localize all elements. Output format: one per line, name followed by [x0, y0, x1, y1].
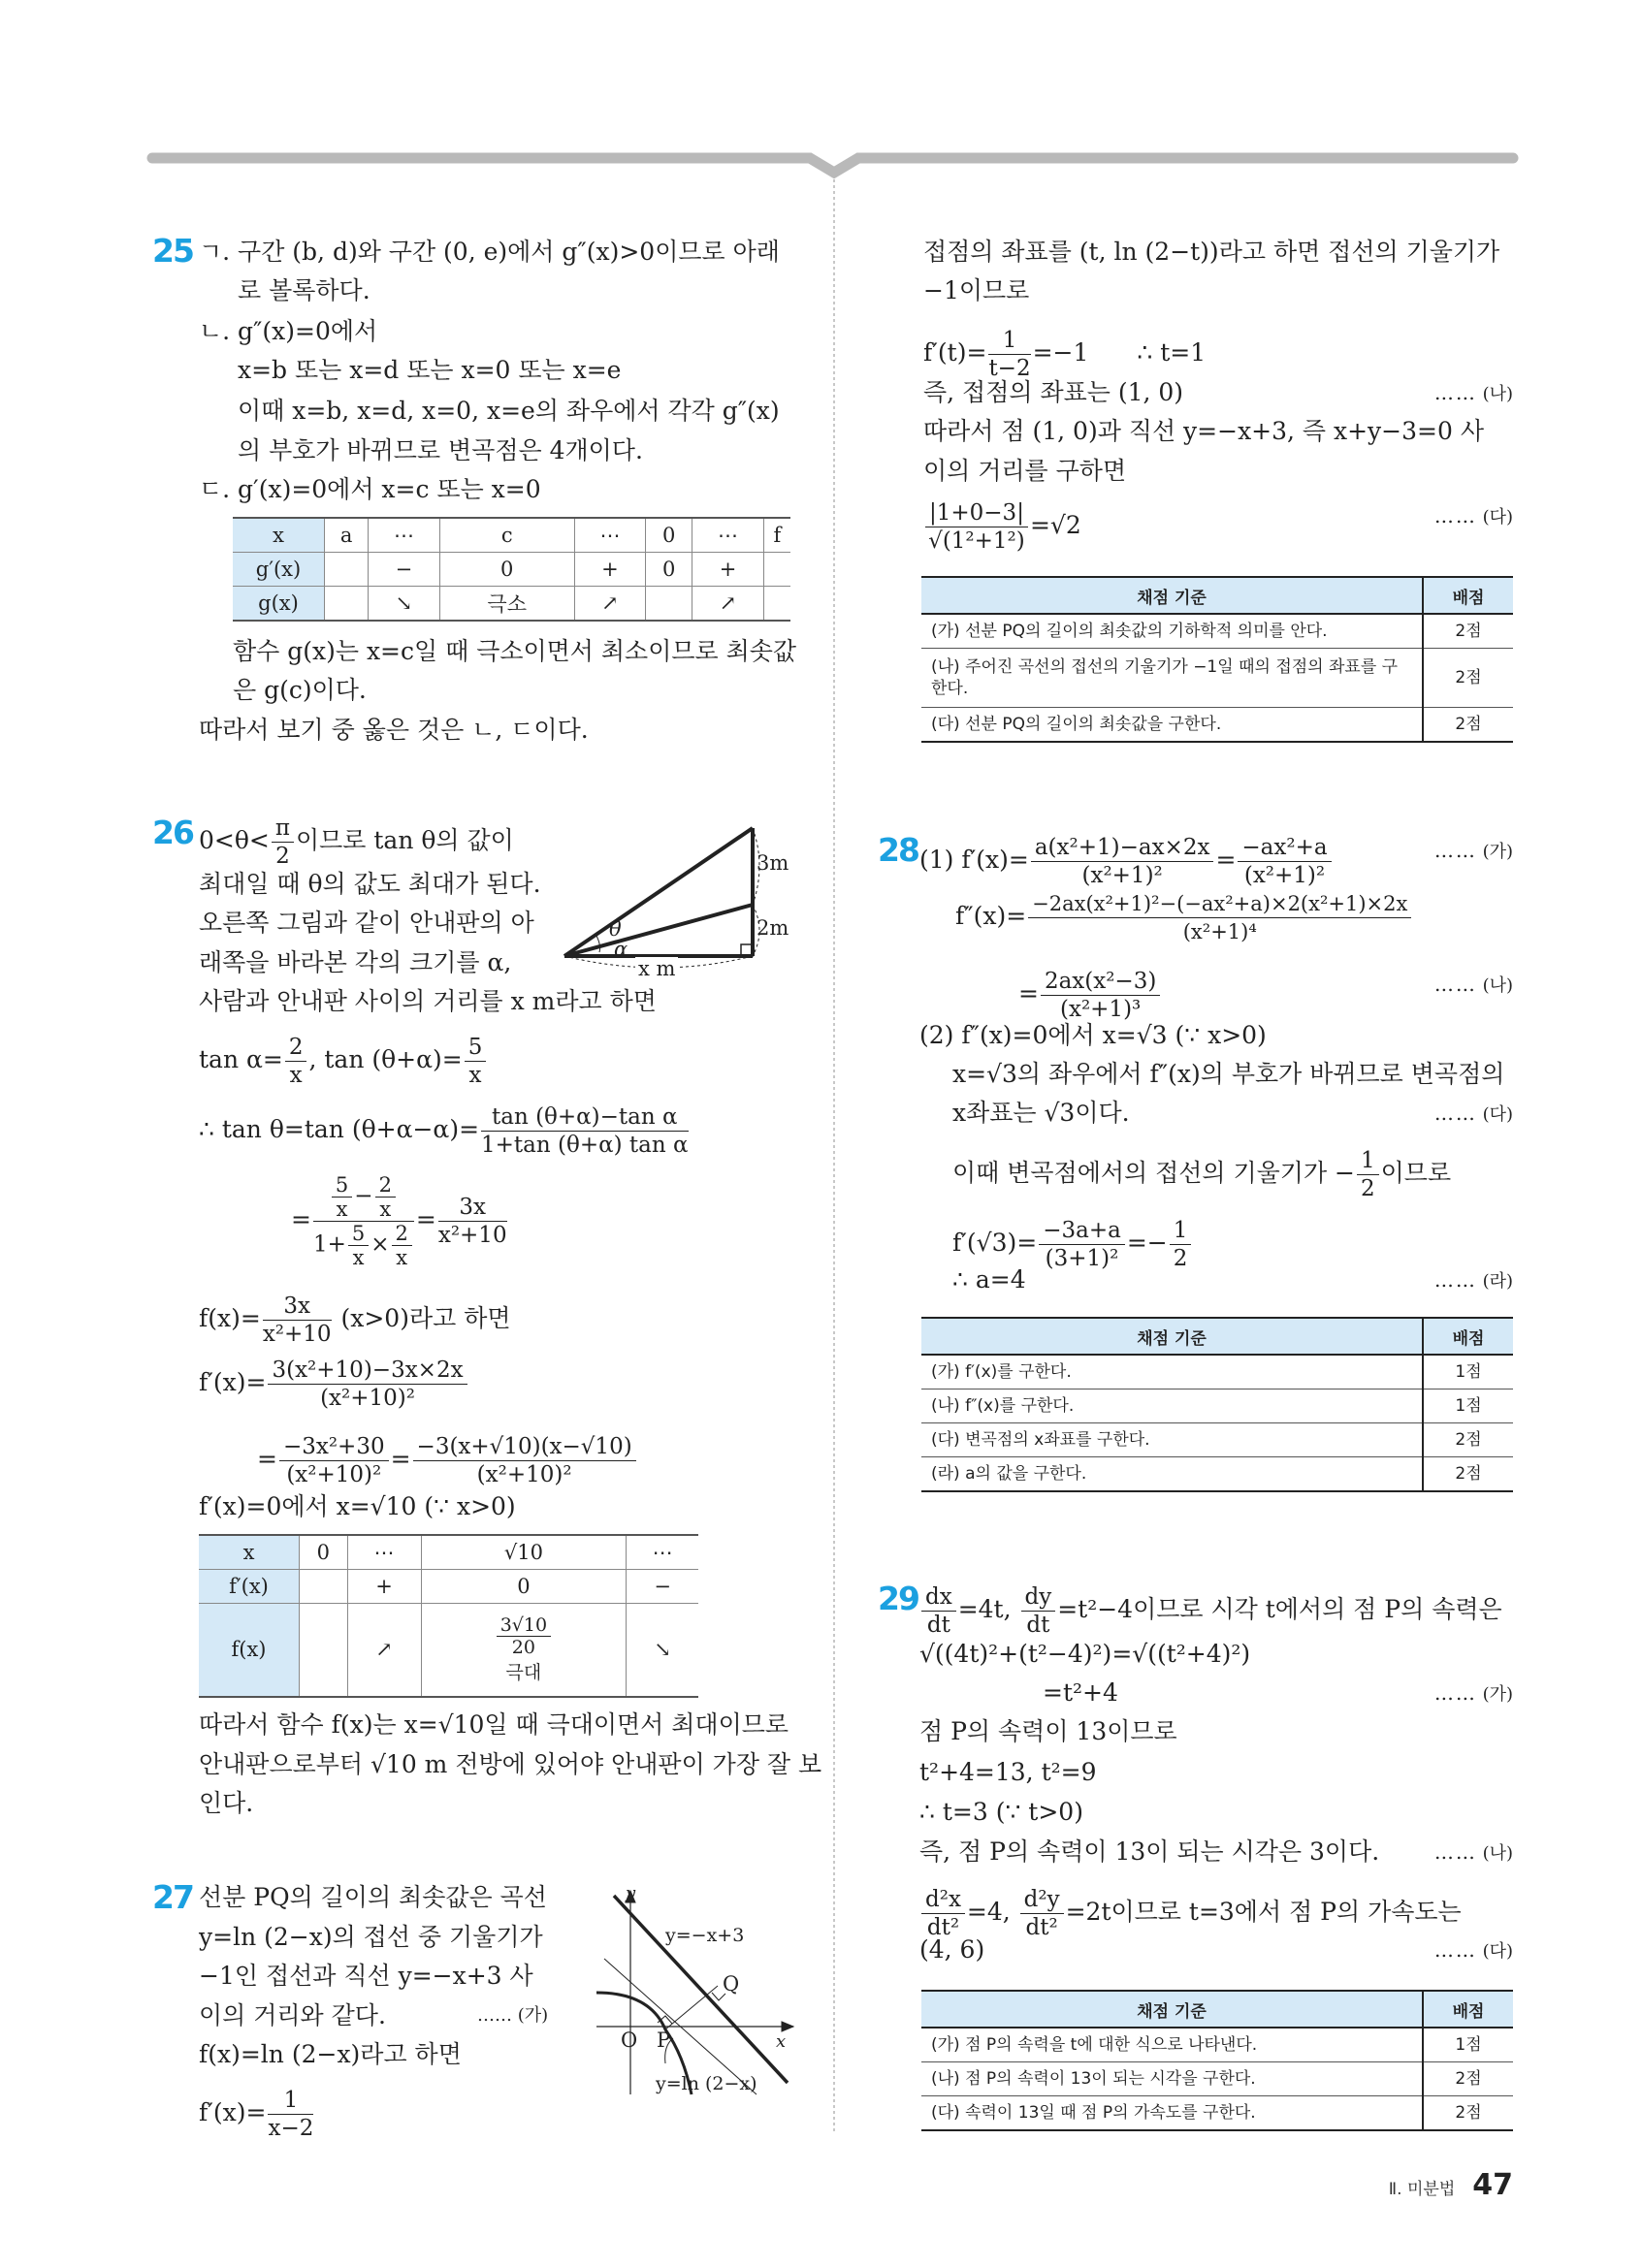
text: f′(x)= [199, 1368, 267, 1396]
q28-eq: x좌표는 √3이다. [952, 1099, 1130, 1127]
q26-eq [199, 1103, 691, 1159]
q25-line: ㄴ. g″(x)=0에서 [199, 317, 378, 345]
q29-eq: 즉, 점 P의 속력이 13이 되는 시각은 3이다. [919, 1837, 1380, 1866]
scoring-table-27 [921, 576, 1513, 743]
cell: + [692, 553, 764, 587]
text: = [1018, 979, 1039, 1007]
points: 1점 [1423, 1390, 1513, 1423]
header-points: 배점 [1423, 1318, 1513, 1355]
q27-line: 선분 PQ의 길이의 최솟값은 곡선 [199, 1883, 547, 1911]
q28-eq [952, 1147, 1451, 1202]
dots: …… [1433, 504, 1477, 527]
points: 2점 [1423, 2096, 1513, 2131]
q25-line: ㄱ. 구간 (b, d)와 구간 (0, e)에서 g″(x)>0이므로 아래 [199, 238, 780, 266]
cell: ⋯ [369, 518, 440, 553]
text: 이므로 tan θ의 값이 [295, 826, 514, 854]
header-criteria: 채점 기준 [921, 577, 1423, 614]
denominator: x [336, 1198, 348, 1221]
fraction [925, 499, 1028, 555]
signboard-figure [553, 815, 805, 989]
numerator: d²x [921, 1886, 965, 1914]
fraction [1170, 1217, 1192, 1272]
q26-line: 래쪽을 바라본 각의 크기를 α, [199, 948, 512, 976]
fraction [1031, 834, 1214, 889]
cell: 0 [646, 553, 692, 587]
cell: ↘ [369, 587, 440, 622]
text: − [354, 1183, 373, 1209]
denominator: (x²+1)³ [1060, 997, 1142, 1022]
fraction [1021, 1583, 1056, 1639]
text: 1+ [312, 1231, 346, 1258]
step-marker [1434, 1933, 1513, 1968]
text: f′(x)= [199, 2098, 267, 2126]
q25-line: 은 g(c)이다. [233, 676, 367, 704]
axis-label-y: y [626, 1883, 636, 1903]
fraction [1039, 1217, 1125, 1272]
cell [325, 553, 369, 587]
numerator: −2ax(x²+1)²−(−ax²+a)×2(x²+1)×2x [1028, 890, 1411, 918]
criteria: (다) 속력이 13일 때 점 P의 가속도를 구한다. [921, 2096, 1423, 2131]
q28-eq: x=√3의 좌우에서 f″(x)의 부호가 바뀌므로 변곡점의 [952, 1060, 1505, 1088]
points: 1점 [1423, 2028, 1513, 2062]
denominator: (3+1)² [1045, 1246, 1119, 1271]
numerator: −3a+a [1039, 1217, 1125, 1245]
cell [763, 587, 790, 622]
criteria: (가) f′(x)를 구한다. [921, 1355, 1423, 1390]
criteria: (나) 주어진 곡선의 접선의 기울기가 −1일 때의 접점의 좌표를 구한다. [921, 649, 1423, 708]
numerator: dx [921, 1583, 956, 1612]
fraction [921, 1583, 956, 1639]
points: 2점 [1423, 614, 1513, 649]
denominator: dt [926, 1613, 950, 1638]
denominator: x²+10 [262, 1322, 332, 1347]
numerator [313, 1173, 414, 1222]
denominator: x [379, 1198, 392, 1221]
criteria: (다) 변곡점의 x좌표를 구한다. [921, 1423, 1423, 1457]
marker-label: (가) [1482, 1684, 1513, 1705]
line-label: y=−x+3 [665, 1925, 745, 1946]
fraction [465, 1034, 487, 1089]
numerator: dy [1021, 1583, 1056, 1612]
dots: …… [1433, 1938, 1477, 1962]
text: f′(√3)= [952, 1229, 1038, 1257]
fraction [1238, 834, 1331, 889]
denominator: (x²+1)⁴ [1182, 920, 1257, 943]
point-p-label: P [657, 2028, 671, 2052]
denominator: √(1²+1²) [928, 528, 1025, 554]
step-marker [1434, 499, 1513, 534]
text: = [291, 1205, 311, 1233]
cell: ↗ [347, 1604, 421, 1697]
q26-eq [199, 1034, 488, 1089]
text: 이때 변곡점에서의 접선의 기울기가 − [952, 1159, 1355, 1187]
dots: …… [1433, 973, 1477, 996]
denominator: (x²+1)² [1243, 863, 1326, 888]
denominator: (x²+10)² [320, 1386, 415, 1411]
text: (1) f′(x)= [919, 846, 1029, 874]
q29-eq: =t²+4 [1043, 1678, 1118, 1707]
fraction [348, 1222, 369, 1269]
denominator: x [468, 1063, 482, 1088]
q25-line: 의 부호가 바뀌므로 변곡점은 4개이다. [238, 436, 643, 464]
dots: …… [1433, 1840, 1477, 1864]
figure-label-alpha: α [614, 938, 628, 961]
text: =4, [966, 1898, 1018, 1926]
q27-line: 즉, 접점의 좌표는 (1, 0) [923, 378, 1184, 406]
text: = [415, 1205, 436, 1233]
sign-table-26 [199, 1534, 698, 1698]
max-label: 극대 [505, 1662, 542, 1684]
q25-line: 함수 g(x)는 x=c일 때 극소이면서 최소이므로 최솟값 [233, 637, 797, 665]
cell: 0 [646, 518, 692, 553]
q26-line: 최대일 때 θ의 값도 최대가 된다. [199, 870, 541, 898]
dots: …… [1433, 381, 1477, 404]
q26-eq [291, 1173, 509, 1269]
numerator: a(x²+1)−ax×2x [1031, 834, 1214, 862]
denominator: 20 [511, 1637, 535, 1659]
text: = [390, 1445, 411, 1473]
q25-line: x=b 또는 x=d 또는 x=0 또는 x=e [238, 356, 622, 384]
text: = [257, 1445, 277, 1473]
numerator: 1 [1357, 1147, 1379, 1175]
scoring-table-29 [921, 1990, 1513, 2131]
text: 0<θ< [199, 826, 270, 854]
cell [300, 1604, 348, 1697]
q29-eq [919, 1583, 1502, 1639]
q26-line: 사람과 안내판 사이의 거리를 x m라고 하면 [199, 987, 657, 1015]
dots: …… [1433, 1268, 1477, 1292]
q27-line: 이의 거리를 구하면 [923, 457, 1127, 485]
marker-label: (나) [1482, 384, 1513, 404]
cell: f(x) [199, 1604, 300, 1697]
numerator: 5 [465, 1034, 487, 1062]
cell: 0 [300, 1535, 348, 1570]
cell [646, 587, 692, 622]
points: 2점 [1423, 1457, 1513, 1492]
q27-line: −1인 접선과 직선 y=−x+3 사 [199, 1962, 533, 1990]
dots: …… [477, 2005, 512, 2026]
q29-eq: (4, 6) [919, 1935, 985, 1964]
numerator: 2 [285, 1034, 307, 1062]
step-marker [1434, 968, 1513, 1003]
cell: f [763, 518, 790, 553]
cell: x [233, 518, 325, 553]
q29-eq: t²+4=13, t²=9 [919, 1758, 1097, 1786]
problem-number-29: 29 [878, 1580, 918, 1617]
cell [763, 553, 790, 587]
cell: ⋯ [692, 518, 764, 553]
q26-eq: f′(x)=0에서 x=√10 (∵ x>0) [199, 1492, 516, 1520]
step-marker [1434, 834, 1513, 869]
step-marker [1434, 1836, 1513, 1870]
q28-eq [1018, 968, 1162, 1023]
dots: …… [1433, 839, 1477, 862]
points: 2점 [1423, 2062, 1513, 2096]
denominator: dt² [926, 1915, 960, 1940]
denominator: x [396, 1246, 408, 1269]
cell: g(x) [233, 587, 325, 622]
step-marker [1434, 1263, 1513, 1298]
cell-maximum [421, 1604, 627, 1697]
denominator: x [352, 1246, 365, 1269]
fraction [392, 1222, 412, 1269]
fraction [1020, 1886, 1064, 1941]
text: f″(x)= [955, 902, 1027, 930]
numerator: tan (θ+α)−tan α [481, 1103, 689, 1132]
origin-label: O [621, 2028, 638, 2052]
text: 이므로 [1380, 1159, 1452, 1187]
numerator: 1 [988, 327, 1030, 355]
denominator: 2 [275, 844, 290, 869]
cell: ↗ [692, 587, 764, 622]
cell: ↗ [574, 587, 646, 622]
numerator: 5 [348, 1222, 369, 1246]
q27-line: y=ln (2−x)의 접선 중 기울기가 [199, 1923, 543, 1951]
cell: 극소 [439, 587, 574, 622]
numerator: 5 [332, 1173, 352, 1198]
cell [300, 1570, 348, 1604]
fraction [268, 2087, 313, 2142]
marker-label: (다) [1482, 1104, 1513, 1125]
step-marker [1434, 1677, 1513, 1711]
figure-label-2m: 2m [757, 916, 789, 940]
problem-number-25: 25 [152, 232, 193, 270]
cell: ⋯ [347, 1535, 421, 1570]
denominator: 2 [1173, 1246, 1188, 1271]
cell: ⋯ [627, 1535, 698, 1570]
cell: ↘ [627, 1604, 698, 1697]
step-marker [1434, 1097, 1513, 1132]
denominator: x²+10 [437, 1223, 507, 1248]
criteria: (나) f″(x)를 구한다. [921, 1390, 1423, 1423]
fraction [375, 1173, 396, 1221]
q25-line: 로 볼록하다. [238, 276, 370, 304]
cell: √10 [421, 1535, 627, 1570]
q27-line: f(x)=ln (2−x)라고 하면 [199, 2040, 462, 2068]
curve-label: y=ln (2−x) [656, 2073, 757, 2094]
fraction [279, 1433, 389, 1488]
q29-eq: √((4t)²+(t²−4)²)=√((t²+4)²) [919, 1640, 1251, 1668]
cell: g′(x) [233, 553, 325, 587]
cell: 0 [421, 1570, 627, 1604]
points: 2점 [1423, 649, 1513, 708]
cell: x [199, 1535, 300, 1570]
q26-conclusion: 인다. [199, 1789, 254, 1817]
criteria: (가) 점 P의 속력을 t에 대한 식으로 나타낸다. [921, 2028, 1423, 2062]
chapter-label: Ⅱ. 미분법 [1388, 2180, 1456, 2199]
criteria: (나) 점 P의 속력이 13이 되는 시각을 구한다. [921, 2062, 1423, 2096]
denominator: dt [1026, 1613, 1050, 1638]
text: × [370, 1231, 390, 1258]
marker-label: (다) [1482, 507, 1513, 527]
text: =t²−4이므로 시각 t에서의 점 P의 속력은 [1057, 1595, 1502, 1623]
page-footer [1389, 2168, 1513, 2202]
text: ∴ tan θ=tan (θ+α−α)= [199, 1115, 480, 1143]
text: tan α= [199, 1045, 283, 1073]
marker-label: (나) [1482, 975, 1513, 996]
q25-line: 이때 x=b, x=d, x=0, x=e의 좌우에서 각각 g″(x) [238, 397, 780, 425]
denominator: x−2 [268, 2116, 314, 2141]
fraction [497, 1614, 551, 1658]
marker-label: (나) [1482, 1843, 1513, 1864]
q26-eq [199, 1357, 469, 1412]
points: 1점 [1423, 1355, 1513, 1390]
criteria: (라) a의 값을 구한다. [921, 1457, 1423, 1492]
denominator [313, 1222, 414, 1269]
header-points: 배점 [1423, 1991, 1513, 2028]
text: , tan (θ+α)= [308, 1045, 463, 1073]
fraction [1357, 1147, 1379, 1202]
numerator: 3√10 [497, 1614, 551, 1637]
q27-line: −1이므로 [923, 276, 1030, 304]
q26-conclusion: 따라서 함수 f(x)는 x=√10일 때 극대이면서 최대이므로 [199, 1710, 789, 1739]
figure-label-theta: θ [609, 917, 622, 941]
fraction [1028, 890, 1411, 945]
numerator: 3x [438, 1194, 507, 1222]
numerator: −3x²+30 [279, 1433, 389, 1461]
denominator: (x²+10)² [476, 1462, 572, 1487]
numerator: −3(x+√10)(x−√10) [413, 1433, 636, 1461]
q29-eq [919, 1886, 1462, 1941]
point-q-label: Q [723, 1972, 740, 1996]
criteria: (다) 선분 PQ의 길이의 최솟값을 구한다. [921, 708, 1423, 743]
q25-conclusion: 따라서 보기 중 옳은 것은 ㄴ, ㄷ이다. [199, 716, 589, 744]
numerator: π [272, 815, 294, 843]
cell: − [627, 1570, 698, 1604]
text: f′(t)= [923, 338, 987, 367]
fraction [438, 1194, 507, 1249]
cell: f′(x) [199, 1570, 300, 1604]
q26-conclusion: 안내판으로부터 √10 m 전방에 있어야 안내판이 가장 잘 보 [199, 1750, 822, 1778]
text: ∴ t=1 [1137, 338, 1207, 367]
text: =2t이므로 t=3에서 점 P의 가속도는 [1065, 1898, 1462, 1926]
fraction [268, 1357, 467, 1412]
denominator: dt² [1025, 1915, 1058, 1940]
step-marker [477, 1999, 548, 2032]
fraction [263, 1293, 332, 1348]
q28-eq [919, 834, 1334, 889]
text: = [1215, 846, 1237, 874]
denominator: (x²+1)² [1081, 863, 1163, 888]
marker-label: (가) [1482, 842, 1513, 862]
criteria: (가) 선분 PQ의 길이의 최솟값의 기하학적 의미를 안다. [921, 614, 1423, 649]
header-points: 배점 [1423, 577, 1513, 614]
q27-line [923, 327, 1206, 382]
points: 2점 [1423, 708, 1513, 743]
cell: − [369, 553, 440, 587]
denominator: 1+tan (θ+α) tan α [481, 1133, 689, 1158]
fraction [272, 815, 294, 870]
numerator: 3x [263, 1293, 332, 1321]
fraction [481, 1103, 689, 1159]
figure-label-xm: x m [635, 957, 678, 980]
q26-line [199, 815, 514, 870]
numerator: −ax²+a [1238, 834, 1331, 862]
fraction [413, 1433, 636, 1488]
fraction [332, 1173, 352, 1221]
fraction [988, 327, 1030, 382]
q27-line: 이의 거리와 같다. [199, 2001, 386, 2029]
numerator: 2 [375, 1173, 396, 1198]
text: =√2 [1029, 511, 1081, 539]
header-criteria: 채점 기준 [921, 1318, 1423, 1355]
step-marker [1434, 376, 1513, 411]
q26-line: 오른쪽 그림과 같이 안내판의 아 [199, 909, 534, 937]
denominator: t−2 [988, 356, 1031, 381]
q27-line: 접점의 좌표를 (t, ln (2−t))라고 하면 접선의 기울기가 [923, 238, 1500, 266]
denominator: 2 [1361, 1176, 1375, 1201]
q26-eq [199, 1293, 511, 1348]
fraction [1041, 968, 1160, 1023]
figure-label-3m: 3m [757, 851, 789, 875]
sign-table-25 [233, 517, 790, 622]
points: 2점 [1423, 1423, 1513, 1457]
problem-number-26: 26 [152, 814, 193, 851]
numerator: 2 [392, 1222, 412, 1246]
numerator: 1 [268, 2087, 313, 2115]
q25-line: ㄷ. g′(x)=0에서 x=c 또는 x=0 [199, 475, 541, 503]
cell: ⋯ [574, 518, 646, 553]
numerator: 2ax(x²−3) [1041, 968, 1160, 996]
dots: …… [1433, 1681, 1477, 1705]
q26-eq [257, 1433, 638, 1488]
cell: c [439, 518, 574, 553]
marker-label: (라) [1482, 1271, 1513, 1292]
numerator: d²y [1020, 1886, 1064, 1914]
q28-eq: ∴ a=4 [952, 1265, 1026, 1294]
q27-line [199, 2087, 315, 2142]
scoring-table-28 [921, 1317, 1513, 1492]
axis-label-x: x [776, 2031, 787, 2052]
cell: + [574, 553, 646, 587]
denominator: (x²+10)² [286, 1462, 382, 1487]
problem-number-28: 28 [878, 831, 918, 869]
q28-eq: (2) f″(x)=0에서 x=√3 (∵ x>0) [919, 1021, 1267, 1049]
tangent-figure [582, 1881, 805, 2104]
problem-number-27: 27 [152, 1878, 193, 1916]
cell [325, 587, 369, 622]
cell: a [325, 518, 369, 553]
q28-eq [955, 890, 1413, 945]
compound-fraction [313, 1173, 414, 1269]
header-criteria: 채점 기준 [921, 1991, 1423, 2028]
text: =− [1126, 1229, 1168, 1257]
text: (x>0)라고 하면 [333, 1304, 511, 1332]
q27-line [923, 499, 1081, 555]
text: f(x)= [199, 1304, 261, 1332]
numerator: 1 [1170, 1217, 1192, 1245]
q29-eq: 점 P의 속력이 13이므로 [919, 1717, 1177, 1745]
q27-line: 따라서 점 (1, 0)과 직선 y=−x+3, 즉 x+y−3=0 사 [923, 417, 1484, 445]
cell: 0 [439, 553, 574, 587]
numerator: |1+0−3| [925, 499, 1028, 527]
cell: + [347, 1570, 421, 1604]
denominator: x [289, 1063, 303, 1088]
text: =−1 [1032, 338, 1089, 367]
dots: …… [1433, 1102, 1477, 1125]
q29-eq: ∴ t=3 (∵ t>0) [919, 1798, 1083, 1826]
page-number: 47 [1472, 2168, 1513, 2202]
numerator: 3(x²+10)−3x×2x [268, 1357, 467, 1385]
fraction [285, 1034, 307, 1089]
text: =4t, [957, 1595, 1019, 1623]
marker-label: (다) [1482, 1941, 1513, 1962]
marker-label: (가) [517, 2005, 549, 2026]
